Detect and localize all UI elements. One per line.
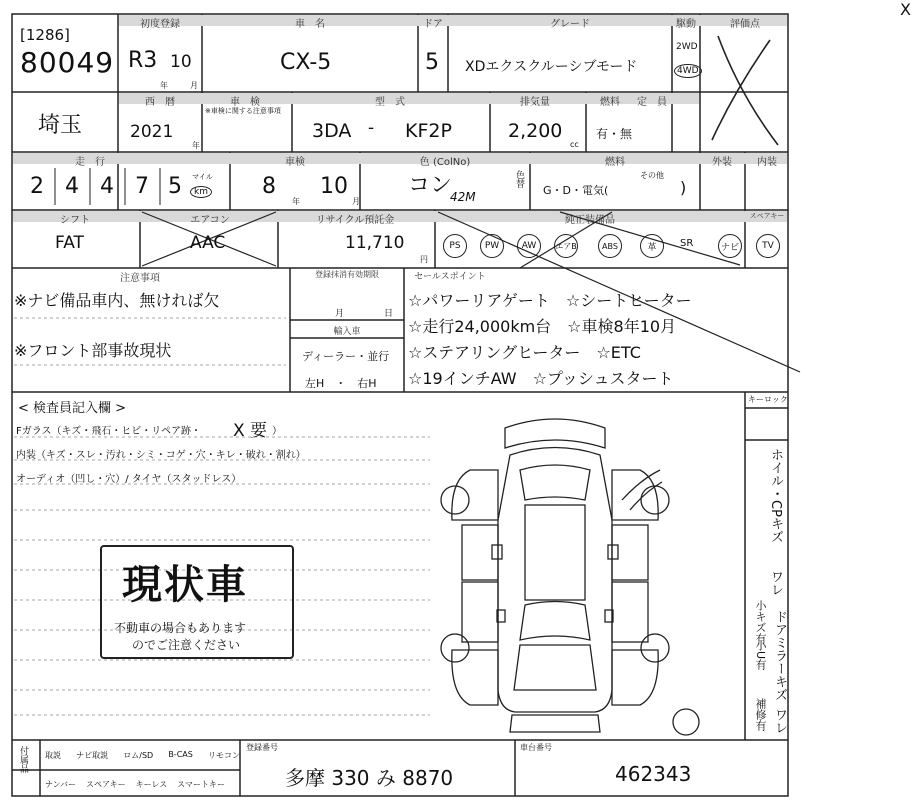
mileage-digit-1: 2 — [30, 174, 44, 199]
insp-year-unit: 年 — [292, 197, 300, 206]
equip-sr: SR — [680, 238, 694, 249]
equip-navi: ナビ — [718, 234, 742, 258]
reg-month: 月 — [335, 309, 345, 319]
region: 埼玉 — [38, 113, 83, 138]
stamp-line-1: 不動車の場合もあります — [114, 621, 247, 635]
aircon-value: AAC — [190, 233, 226, 253]
label-int: 内装 — [757, 157, 777, 168]
equip-airbag: エアB — [554, 234, 578, 258]
label-displacement: 排気量 — [520, 97, 550, 108]
inspector-glass-close: ） — [272, 426, 282, 437]
first-reg-era: R3 — [128, 48, 158, 73]
label-fuel-type: 燃料 — [605, 157, 625, 168]
import-type: ディーラー・並行 — [302, 350, 390, 363]
label-mileage: 走 行 — [75, 157, 105, 168]
score-mark: X — [900, 0, 911, 19]
drive-4wd: 4WD — [674, 64, 702, 78]
label-insp-until: 車検 — [285, 157, 305, 168]
lot-number: 80049 — [20, 46, 115, 79]
equip-pw: PW — [480, 234, 504, 258]
reg-day: 日 — [384, 309, 394, 319]
shift-value: FAT — [55, 233, 84, 253]
model-code: KF2P — [405, 120, 452, 142]
label-shift: シフト — [60, 215, 90, 226]
fuel-close: ) — [680, 178, 687, 197]
side-col2: ドアミラーキズ — [772, 610, 787, 701]
recycle-unit: 円 — [420, 255, 428, 264]
footer-acc-row2 — [45, 779, 225, 790]
inspection-note: ※車検に関する注意事項 — [205, 107, 281, 115]
fuel-other: その他 — [640, 171, 664, 180]
model-prefix: 3DA — [312, 120, 352, 142]
footer-plate-label: 登録番号 — [246, 743, 278, 752]
insp-year: 8 — [262, 174, 276, 199]
mileage-km: km — [190, 186, 212, 198]
drive-2wd: 2WD — [676, 42, 698, 52]
footer-chassis: 462343 — [615, 762, 692, 786]
mileage-digit-5: 5 — [168, 174, 182, 199]
label-drive: 駆動 — [676, 19, 696, 30]
footer-plate: 多摩 330 み 8870 — [285, 766, 454, 790]
handle-side: 左H ・ 右H — [305, 377, 377, 390]
mileage-digit-3: 4 — [100, 174, 114, 199]
side-col4: 小U有 — [754, 640, 767, 671]
color-name: コン — [408, 173, 453, 198]
inspector-interior: 内装（キズ・スレ・汚れ・シミ・コゲ・穴・キレ・破れ・割れ） — [16, 450, 306, 461]
color-change: 色替 — [514, 170, 524, 188]
stamp-line-2: のでご注意ください — [132, 638, 241, 652]
inspector-glass-mark: X 要 — [233, 421, 268, 441]
label-doors: ドア — [423, 19, 443, 30]
acc-smart-key: スマートキー — [177, 780, 225, 789]
sales-point-1: ☆パワーリアゲート ☆シートヒーター — [408, 291, 692, 310]
acc-navi-manual: ナビ取説 — [76, 751, 109, 760]
label-car-name: 車 名 — [295, 19, 325, 30]
color-no: 42M — [450, 190, 476, 204]
model-dash: - — [368, 118, 375, 138]
recycle-value: 11,710 — [345, 233, 405, 253]
side-keylock: キーロック — [748, 395, 788, 404]
grade: XDエクスクルーシブモード — [465, 59, 638, 75]
label-sales-points: セールスポイント — [414, 272, 486, 282]
inspector-glass: Fガラス（キズ・飛石・ヒビ・リペア跡・ — [16, 426, 202, 437]
acc-bcas: B-CAS — [168, 750, 193, 759]
sales-point-4: ☆19インチAW ☆プッシュスタート — [408, 369, 674, 388]
door-count: 5 — [425, 50, 439, 75]
lot-bracket: [1286] — [20, 26, 70, 44]
car-name: CX-5 — [280, 50, 332, 75]
label-inspection: 車 検 — [230, 97, 260, 108]
side-col1b: ワレ — [768, 570, 783, 596]
label-aircon: エアコン — [190, 215, 230, 226]
label-spare-key: スペアキー — [749, 212, 785, 220]
acc-spare-key: スペアキー — [85, 780, 126, 789]
car-diagram — [441, 419, 699, 735]
label-model: 型 式 — [375, 97, 405, 108]
footer-acc-row1 — [45, 750, 240, 761]
label-fuel: 燃料 — [600, 97, 620, 108]
label-equip: 純正装備品 — [565, 215, 615, 226]
acc-remote: リモコン — [207, 751, 240, 760]
side-col3: 小キズ有 — [754, 600, 767, 644]
as-is-stamp — [100, 545, 294, 659]
equip-aw: AW — [517, 234, 541, 258]
year-unit-2: 年 — [192, 141, 200, 150]
mileage-mile: マイル — [192, 173, 213, 181]
sales-point-3: ☆ステアリングヒーター ☆ETC — [408, 343, 641, 362]
equip-abs: ABS — [598, 234, 622, 258]
mileage-digit-4: 7 — [135, 174, 149, 199]
first-reg-month: 10 — [170, 52, 192, 72]
acc-rom-sd: ロム/SD — [123, 751, 154, 760]
inspector-audio: オーディオ（凹し・穴）/ タイヤ（スタッドレス） — [16, 474, 242, 485]
label-notes: 注意事項 — [120, 273, 160, 284]
label-import: 輸入車 — [333, 327, 361, 337]
side-col1: ホイル・CPキズ — [768, 448, 783, 543]
year-unit: 年 — [160, 81, 168, 90]
cc-unit: cc — [570, 140, 579, 149]
label-ext: 外装 — [712, 157, 732, 168]
equip-tv: TV — [756, 234, 780, 258]
fuel-options: G・D・電気( — [543, 184, 609, 197]
side-col2b: ワレ — [772, 708, 787, 734]
note-line-2: ※フロント部事故現状 — [14, 341, 172, 360]
note-line-1: ※ナビ備品車内、無ければ欠 — [14, 291, 220, 310]
sales-point-2: ☆走行24,000km台 ☆車検8年10月 — [408, 317, 677, 336]
year-value: 2021 — [130, 122, 174, 142]
label-year: 西 暦 — [145, 97, 175, 108]
label-first-reg: 初度登録 — [140, 19, 180, 30]
label-score: 評価点 — [730, 19, 760, 30]
label-grade: グレード — [550, 19, 590, 30]
label-seats: 定 員 — [637, 97, 667, 108]
label-reg-expiry: 登録抹消有効期限 — [315, 270, 379, 279]
acc-keyless: キーレス — [135, 780, 168, 789]
displacement: 2,200 — [508, 120, 563, 142]
mileage-digit-2: 4 — [65, 174, 79, 199]
equip-leather: 革 — [640, 234, 664, 258]
label-recycle: リサイクル預託金 — [315, 215, 395, 226]
inspector-label: < 検査員記入欄 > — [18, 401, 127, 416]
acc-number: ナンバー — [45, 780, 77, 789]
insp-month: 10 — [320, 174, 348, 199]
month-unit: 月 — [190, 81, 198, 90]
side-col4b: 補修有 — [754, 698, 767, 731]
footer-acc-label: 付属品 — [18, 746, 28, 773]
footer-chassis-label: 車台番号 — [520, 743, 552, 752]
equip-ps: PS — [443, 234, 467, 258]
fuel-yes-no: 有・無 — [596, 127, 633, 141]
label-color: 色 (ColNo) — [419, 157, 471, 168]
stamp-title: 現状車 — [122, 562, 248, 608]
insp-month-unit: 月 — [352, 197, 360, 206]
acc-manual: 取説 — [45, 751, 61, 760]
